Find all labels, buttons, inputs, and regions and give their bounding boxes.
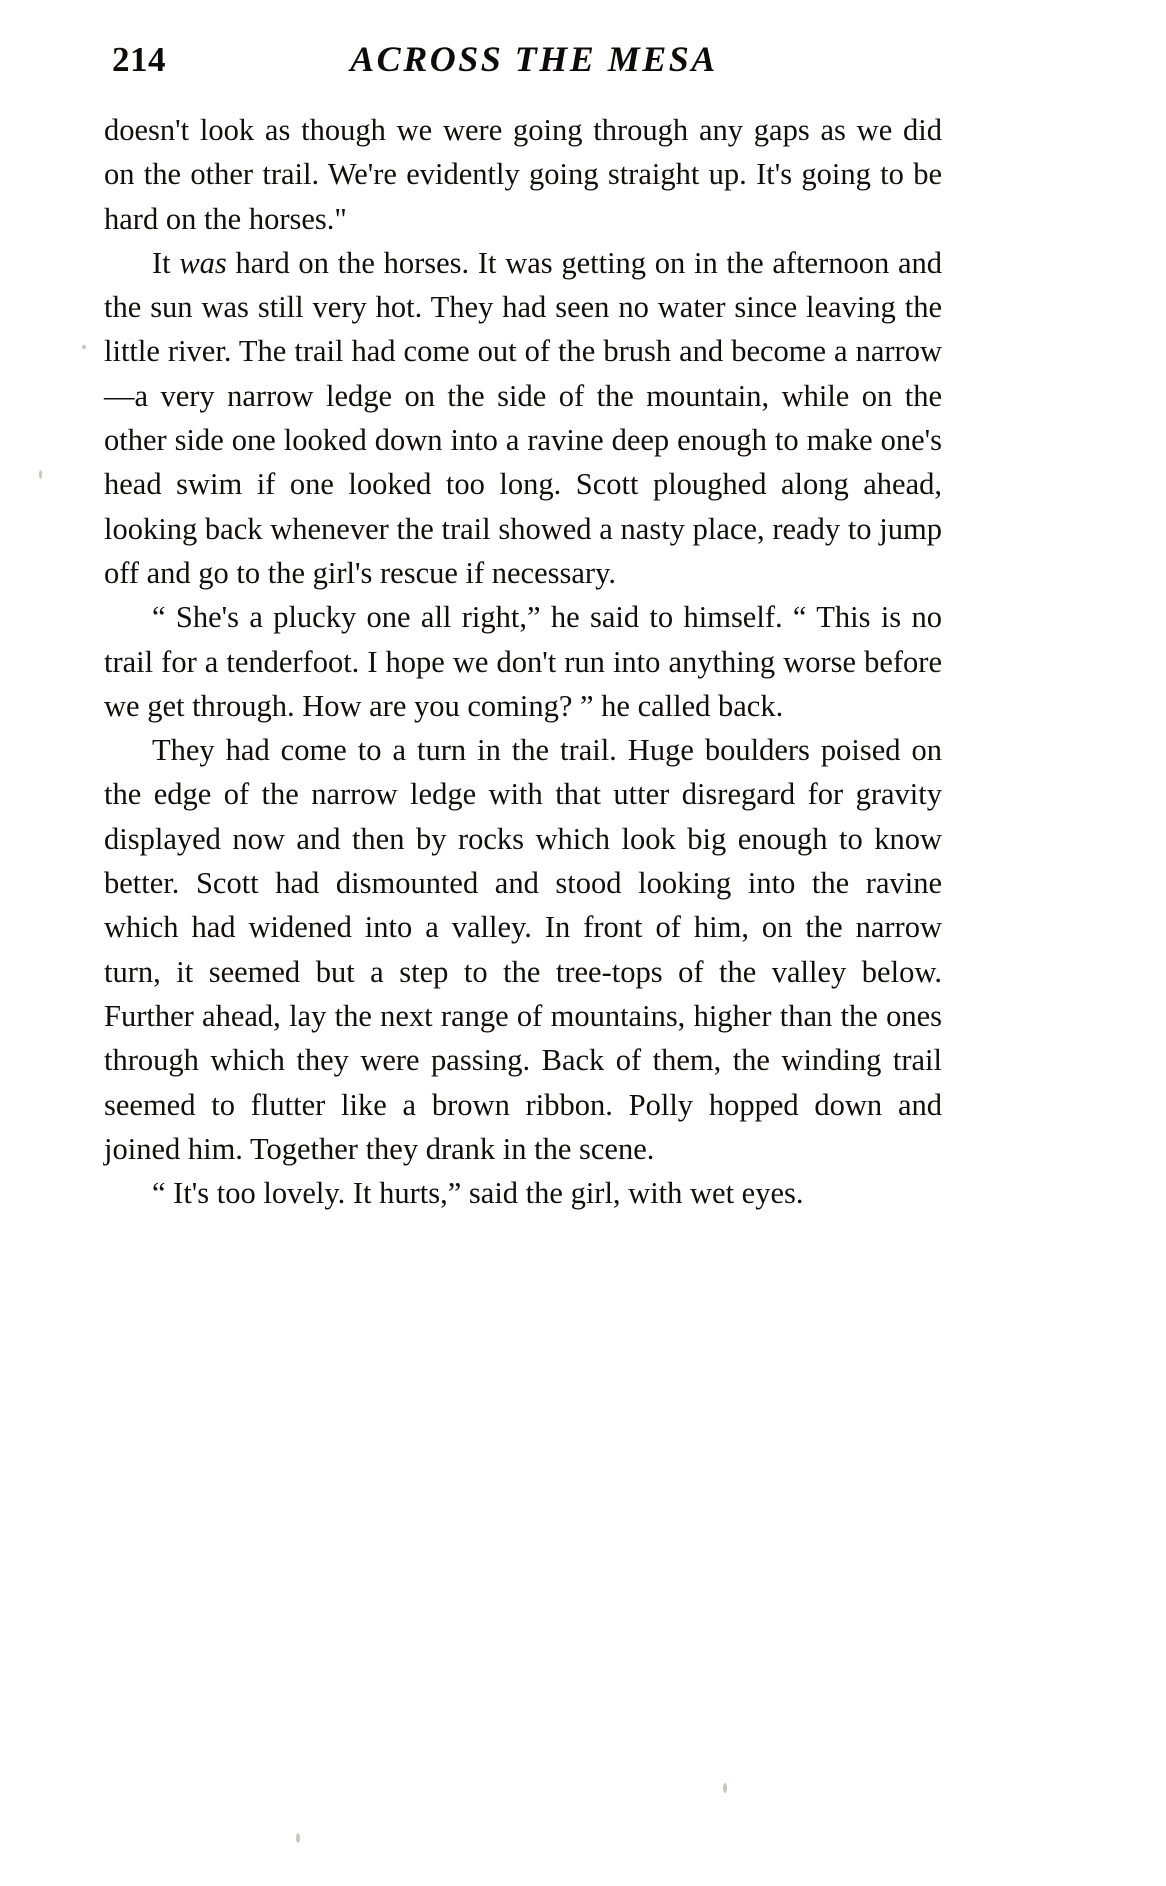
running-head bbox=[112, 38, 942, 90]
scan-speck bbox=[39, 470, 42, 479]
scan-speck bbox=[296, 1833, 300, 1843]
paragraph: They had come to a turn in the trail. Huge boulders poised on the edge of the narrow ledge with that utter disregard for gravity displayed now and then by rocks which look big enough to know better. Scott had dismounted and stood looking into the ravine which had widened into a valley. In front of him, on the narrow turn, it seemed but a step to the tree-tops of the valley below. Further ahead, lay the next range of mountains, higher than the ones through which they were passing. Back of them, the winding trail seemed to flutter like a brown ribbon. Polly hopped down and joined him. Together they drank in the scene. bbox=[104, 733, 942, 1166]
body-text bbox=[104, 108, 942, 1215]
running-title: ACROSS THE MESA bbox=[350, 39, 718, 79]
paragraph: doesn't look as though we were going through any gaps as we did on the other trail. We're evidently going straight up. It's going to be hard on the horses." bbox=[104, 113, 942, 236]
paragraph: “ It's too lovely. It hurts,” said the girl, with wet eyes. bbox=[152, 1176, 804, 1211]
paragraph: It was hard on the horses. It was getting on in the afternoon and the sun was still very hot. They had seen no water since leaving the little river. The trail had come out of the brush and become a narrow—a very narrow ledge on the side of the mountain, while on the other side one looked down into a ravine deep enough to make one's head swim if one looked too long. Scott ploughed along ahead, looking back whenever the trail showed a nasty place, ready to jump off and go to the girl's rescue if necessary. bbox=[104, 245, 942, 590]
paragraph: “ She's a plucky one all right,” he said to himself. “ This is no trail for a tenderfoot. I hope we don't run into anything worse before we get through. How are you coming? ” he called back. bbox=[104, 600, 942, 723]
scan-speck bbox=[82, 345, 86, 349]
page-number: 214 bbox=[112, 40, 166, 79]
scan-speck bbox=[723, 1783, 727, 1793]
